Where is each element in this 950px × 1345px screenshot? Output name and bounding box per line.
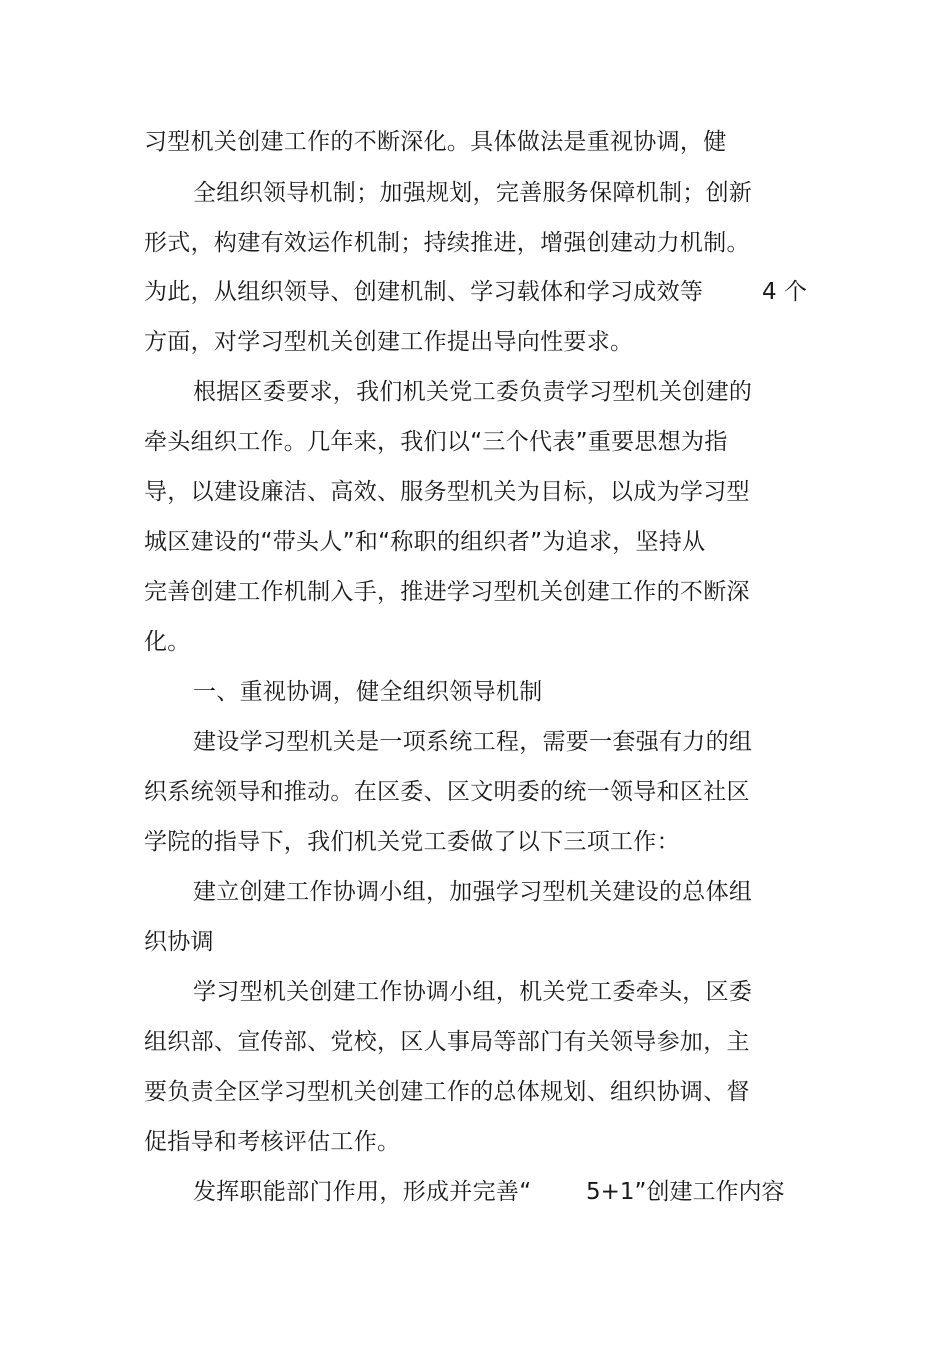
text-line: 学习型机关创建工作协调小组，机关党工委牵头，区委	[193, 979, 753, 1005]
text-line: 为此，从组织领导、创建机制、学习载体和学习成效等	[144, 279, 704, 305]
text-line: 建设学习型机关是一项系统工程，需要一套强有力的组	[193, 729, 753, 755]
text-line: 建立创建工作协调小组，加强学习型机关建设的总体组	[193, 879, 753, 905]
text-line: 根据区委要求，我们机关党工委负责学习型机关创建的	[193, 379, 753, 405]
text-line: 学院的指导下，我们机关党工委做了以下三项工作：	[144, 829, 680, 855]
text-line: 织协调	[144, 929, 214, 955]
text-line: 形式，构建有效运作机制；持续推进，增强创建动力机制。	[144, 230, 750, 256]
text-line: 方面，对学习型机关创建工作提出导向性要求。	[144, 329, 634, 355]
text-line: 发挥职能部门作用，形成并完善“	[193, 1179, 532, 1205]
text-line: 要负责全区学习型机关创建工作的总体规划、组织协调、督	[144, 1079, 750, 1105]
text-line: 组织部、宣传部、党校，区人事局等部门有关领导参加，主	[144, 1029, 750, 1055]
text-line: 城区建设的“带头人”和“称职的组织者”为追求，坚持从	[144, 529, 706, 555]
text-line: 牵头组织工作。几年来，我们以“三个代表”重要思想为指	[144, 429, 728, 455]
text-line: 全组织领导机制；加强规划，完善服务保障机制；创新	[193, 180, 753, 206]
text-line-tail: 5+1”创建工作内容	[586, 1179, 785, 1205]
text-line: 导，以建设廉洁、高效、服务型机关为目标，以成为学习型	[144, 479, 750, 505]
section-heading: 一、重视协调，健全组织领导机制	[193, 679, 543, 705]
text-line: 化。	[144, 629, 191, 655]
text-line: 习型机关创建工作的不断深化。具体做法是重视协调，健	[144, 129, 727, 155]
text-line-tail: 4 个	[762, 279, 807, 305]
text-line: 织系统领导和推动。在区委、区文明委的统一领导和区社区	[144, 779, 750, 805]
text-line: 完善创建工作机制入手，推进学习型机关创建工作的不断深	[144, 579, 750, 605]
text-line: 促指导和考核评估工作。	[144, 1129, 401, 1155]
